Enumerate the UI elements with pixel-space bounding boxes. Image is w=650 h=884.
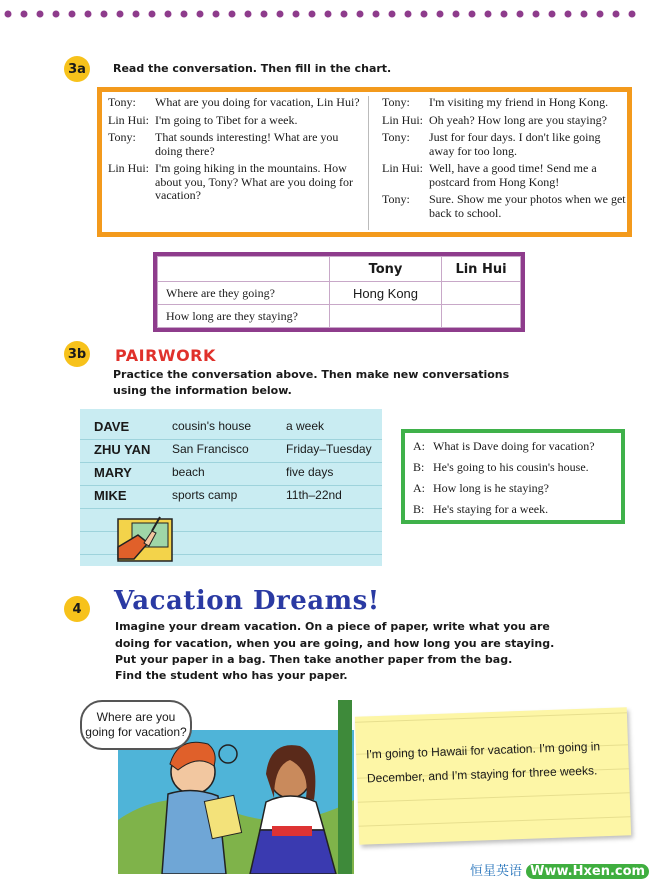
- info-card: [80, 409, 382, 566]
- line-text: I'm going to Tibet for a week.: [155, 112, 298, 127]
- person-duration: Friday–Tuesday: [286, 442, 372, 456]
- person-place: San Francisco: [172, 442, 249, 456]
- line-text: What are you doing for vacation, Lin Hui?: [155, 95, 360, 109]
- instruction-3b-line1: Practice the conversation above. Then make new conversations: [113, 368, 510, 381]
- card-rule: [80, 508, 382, 509]
- line-text: Oh yeah? How long are you staying?: [429, 112, 607, 127]
- speaker: A:: [413, 481, 425, 495]
- conversation-right-column: [382, 96, 627, 224]
- chart-answer-cell[interactable]: [442, 282, 521, 305]
- dialog-line: [413, 481, 613, 495]
- info-row: [94, 438, 372, 460]
- writing-hand-illustration: [116, 513, 174, 563]
- conversation-line: [382, 162, 627, 189]
- speaker: A:: [413, 439, 425, 453]
- vacation-dreams-title: Vacation Dreams!: [114, 586, 380, 616]
- line-text: How long is he staying?: [433, 481, 549, 495]
- conversation-line: [108, 131, 365, 158]
- chart-answer-cell[interactable]: Hong Kong: [330, 282, 442, 305]
- line-text: I'm going hiking in the mountains. How about you, Tony? What are you doing for vacation?: [155, 161, 354, 202]
- column-divider: [368, 96, 369, 230]
- person-name: MIKE: [94, 487, 127, 503]
- info-row: [94, 461, 333, 483]
- conversation-line: [382, 131, 627, 158]
- chart-table: [157, 256, 521, 328]
- person-place: sports camp: [172, 488, 238, 502]
- section-badge-3b: 3b: [64, 341, 90, 367]
- speaker: B:: [413, 460, 425, 474]
- speaker: B:: [413, 502, 425, 516]
- chart-header-empty: [158, 257, 330, 282]
- speaker: Tony:: [382, 130, 410, 144]
- person-duration: five days: [286, 465, 334, 479]
- speaker: Lin Hui:: [108, 161, 149, 175]
- conversation-line: [382, 114, 627, 128]
- section-badge-3a: 3a: [64, 56, 90, 82]
- speaker: Tony:: [382, 95, 410, 109]
- info-row: [94, 415, 324, 437]
- speaker: Tony:: [108, 130, 136, 144]
- section-badge-4: 4: [64, 596, 90, 622]
- conversation-line: [108, 96, 365, 110]
- conversation-line: [382, 193, 627, 220]
- pairwork-title: PAIRWORK: [115, 346, 216, 365]
- speaker: Tony:: [382, 192, 410, 206]
- person-name: DAVE: [94, 418, 130, 434]
- conversation-left-column: [108, 96, 365, 207]
- conversation-line: [108, 114, 365, 128]
- watermark-url: Www.Hxen.com: [526, 864, 649, 879]
- watermark: [470, 860, 649, 879]
- line-text: Just for four days. I don't like going away for too long.: [429, 130, 601, 158]
- line-text: Sure. Show me your photos when we get back to school.: [429, 192, 626, 220]
- line-text: I'm visiting my friend in Hong Kong.: [429, 95, 609, 109]
- person-name: MARY: [94, 464, 132, 480]
- line-text: He's staying for a week.: [433, 502, 549, 516]
- conversation-line: [108, 162, 365, 203]
- fill-in-chart: [153, 252, 525, 332]
- instruction-3b-line2: using the information below.: [113, 384, 292, 397]
- conversation-line: [382, 96, 627, 110]
- chart-header-lin-hui: Lin Hui: [442, 257, 521, 282]
- instruction-4-line2: doing for vacation, when you are going, and how long you are staying.: [115, 637, 555, 650]
- speaker: Lin Hui:: [382, 112, 423, 127]
- info-row: [94, 484, 342, 506]
- speaker: Lin Hui:: [382, 161, 423, 175]
- chart-header-tony: Tony: [330, 257, 442, 282]
- instruction-4-line3: Put your paper in a bag. Then take another paper from the bag.: [115, 653, 513, 666]
- example-dialog: [401, 429, 625, 524]
- speaker: Tony:: [108, 95, 136, 109]
- dotted-border: [0, 6, 650, 22]
- chart-question: Where are they going?: [158, 282, 330, 305]
- chart-answer-cell[interactable]: [330, 305, 442, 328]
- chart-question: How long are they staying?: [158, 305, 330, 328]
- speaker: Lin Hui:: [108, 112, 149, 127]
- dialog-line: [413, 502, 613, 516]
- person-name: ZHU YAN: [94, 441, 151, 457]
- instruction-3a: Read the conversation. Then fill in the chart.: [113, 62, 392, 75]
- person-place: cousin's house: [172, 419, 252, 433]
- person-duration: 11th–22nd: [286, 488, 342, 502]
- dialog-line: [413, 439, 613, 453]
- person-duration: a week: [286, 419, 325, 433]
- speech-bubble: Where are you going for vacation?: [80, 700, 192, 750]
- line-text: That sounds interesting! What are you doing there?: [155, 130, 339, 158]
- conversation-box: [97, 87, 632, 237]
- watermark-cn: 恒星英语: [470, 864, 523, 879]
- dialog-line: [413, 460, 613, 474]
- person-place: beach: [172, 465, 205, 479]
- instruction-4-line4: Find the student who has your paper.: [115, 669, 348, 682]
- line-text: Well, have a good time! Send me a postcard from Hong Kong!: [429, 161, 597, 189]
- instruction-4-line1: Imagine your dream vacation. On a piece of paper, write what you are: [115, 620, 550, 633]
- line-text: He's going to his cousin's house.: [433, 460, 589, 474]
- line-text: What is Dave doing for vacation?: [433, 439, 595, 453]
- chart-answer-cell[interactable]: [442, 305, 521, 328]
- sticky-note: I'm going to Hawaii for vacation. I'm going in December, and I'm staying for three weeks.: [355, 707, 631, 844]
